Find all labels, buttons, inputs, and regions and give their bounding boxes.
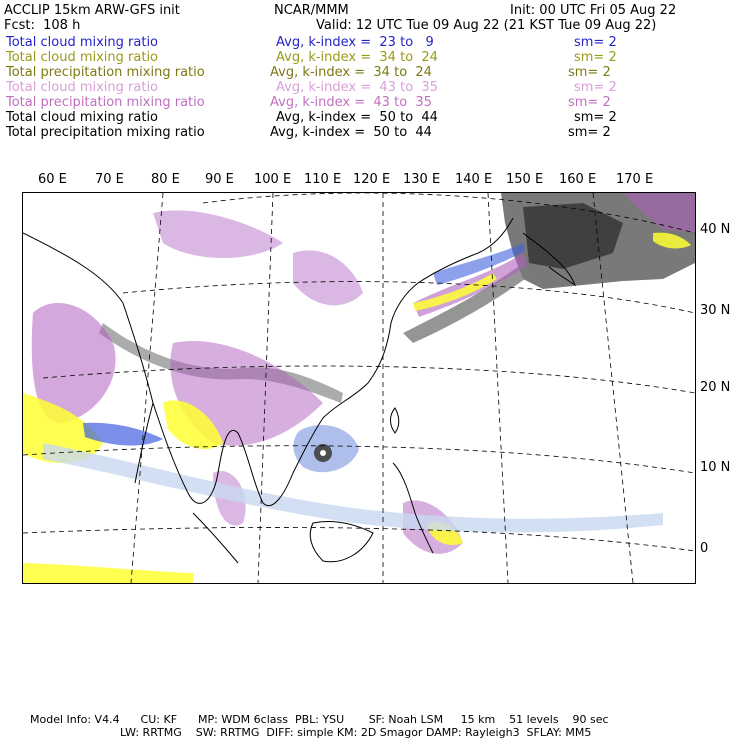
legend-field-name: Total cloud mixing ratio [6, 80, 159, 95]
typhoon-eye [320, 450, 326, 456]
lon-label: 160 E [559, 172, 597, 187]
legend-field-name: Total precipitation mixing ratio [6, 95, 205, 110]
lon-label: 80 E [151, 172, 180, 187]
footer-model-info: Model Info: V4.4 CU: KF MP: WDM 6class PBL: YSU SF: Noah LSM 15 km 51 levels 90 sec [30, 713, 609, 726]
legend-avg-range: Avg, k-index = 34 to 24 [276, 50, 438, 65]
lat-label: 0 [700, 541, 709, 556]
lon-label: 120 E [353, 172, 391, 187]
legend-avg-range: Avg, k-index = 50 to 44 [270, 125, 432, 140]
lon-label: 170 E [616, 172, 654, 187]
legend-smoothing: sm= 2 [568, 65, 611, 80]
lon-label: 70 E [95, 172, 124, 187]
model-title: ACCLIP 15km ARW-GFS init [4, 3, 180, 18]
legend-smoothing: sm= 2 [568, 125, 611, 140]
legend-smoothing: sm= 2 [574, 80, 617, 95]
legend-field-name: Total precipitation mixing ratio [6, 125, 205, 140]
lat-label: 10 N [700, 460, 731, 475]
legend-field-name: Total precipitation mixing ratio [6, 65, 205, 80]
low-cloud-patch [23, 563, 193, 583]
legend-field-name: Total cloud mixing ratio [6, 35, 159, 50]
legend-field-name: Total cloud mixing ratio [6, 50, 159, 65]
lon-label: 140 E [455, 172, 493, 187]
map-canvas [23, 193, 695, 583]
legend-avg-range: Avg, k-index = 34 to 24 [270, 65, 432, 80]
valid-time: Valid: 12 UTC Tue 09 Aug 22 (21 KST Tue 09 Aug 22) [316, 18, 657, 33]
lat-label: 30 N [700, 303, 731, 318]
forecast-map [22, 192, 696, 584]
mid-cloud-patch [153, 210, 283, 258]
legend-smoothing: sm= 2 [568, 95, 611, 110]
lon-label: 110 E [304, 172, 342, 187]
lon-label: 130 E [403, 172, 441, 187]
lon-label: 90 E [205, 172, 234, 187]
legend-avg-range: Avg, k-index = 50 to 44 [276, 110, 438, 125]
organization-label: NCAR/MMM [274, 3, 349, 18]
legend-field-name: Total cloud mixing ratio [6, 110, 159, 125]
coastline-taiwan [391, 408, 399, 433]
footer-physics-info: LW: RRTMG SW: RRTMG DIFF: simple KM: 2D Smagor DAMP: Rayleigh3 SFLAY: MM5 [120, 726, 592, 739]
legend-avg-range: Avg, k-index = 43 to 35 [270, 95, 432, 110]
legend-avg-range: Avg, k-index = 43 to 35 [276, 80, 438, 95]
legend-smoothing: sm= 2 [574, 50, 617, 65]
lat-label: 40 N [700, 222, 731, 237]
forecast-hour: Fcst: 108 h [4, 18, 81, 33]
lon-label: 150 E [506, 172, 544, 187]
legend-smoothing: sm= 2 [574, 110, 617, 125]
mid-cloud-patch [293, 250, 363, 305]
legend-smoothing: sm= 2 [574, 35, 617, 50]
lon-label: 100 E [254, 172, 292, 187]
lon-label: 60 E [38, 172, 67, 187]
lat-label: 20 N [700, 380, 731, 395]
legend-avg-range: Avg, k-index = 23 to 9 [276, 35, 434, 50]
meridian-80e [131, 193, 163, 583]
parallel-0 [23, 527, 695, 551]
parallel-20n [43, 366, 695, 393]
init-time: Init: 00 UTC Fri 05 Aug 22 [510, 3, 677, 18]
parallel-30n [123, 282, 695, 313]
